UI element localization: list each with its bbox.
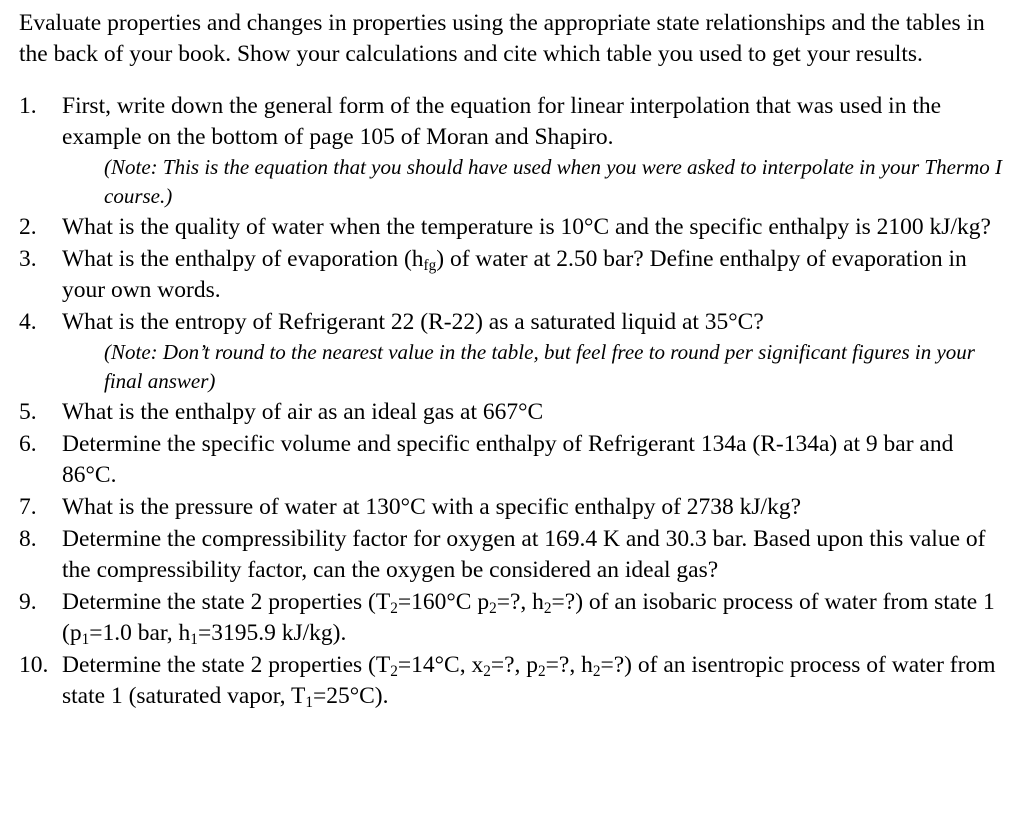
worksheet-page [19, 8, 1009, 713]
text-segment: =?) of an isobaric process of water from state 1 (p [62, 589, 995, 646]
subscript: 2 [489, 599, 497, 617]
subscript: fg [423, 256, 437, 274]
question-10 [19, 650, 1009, 712]
subscript: 2 [483, 662, 491, 680]
text-segment: =25°C). [312, 683, 389, 709]
question-8 [19, 524, 1009, 586]
subscript: 2 [390, 662, 398, 680]
question-2 [19, 212, 1009, 243]
question-5 [19, 397, 1009, 428]
question-7 [19, 492, 1009, 523]
text-segment: =1.0 bar, h [89, 620, 191, 646]
subscript: 2 [543, 599, 552, 617]
question-number: 5. [19, 399, 37, 425]
question-number: 2. [19, 214, 37, 240]
text-segment: =14°C, x [397, 652, 484, 678]
subscript: 2 [538, 662, 546, 680]
question-1 [19, 91, 1009, 211]
question-text: Determine the specific volume and specific enthalpy of Refrigerant 134a (R-134a) at 9 bar and 86°C. [62, 431, 954, 488]
question-text: What is the pressure of water at 130°C with a specific enthalpy of 2738 kJ/kg? [62, 494, 801, 520]
question-number: 1. [19, 93, 37, 119]
text-segment: What is the enthalpy of evaporation (h [62, 246, 424, 272]
text-segment: ) of water at 2.50 bar? Define enthalpy of evaporation in your own words. [62, 246, 967, 303]
question-number: 7. [19, 494, 37, 520]
text-segment: =160°C p [397, 589, 490, 615]
question-6 [19, 429, 1009, 491]
question-text [62, 589, 995, 646]
text-segment: =?, p [490, 652, 539, 678]
question-number: 6. [19, 431, 37, 457]
subscript: 2 [390, 599, 398, 617]
question-text: What is the enthalpy of air as an ideal gas at 667°C [62, 399, 544, 425]
text-segment: =3195.9 kJ/kg). [197, 620, 347, 646]
question-text: Determine the compressibility factor for oxygen at 169.4 K and 30.3 bar. Based upon this value of the compressibility factor, can the oxygen be considered an ideal gas? [62, 526, 986, 583]
subscript: 1 [190, 630, 198, 648]
subscript: 1 [81, 630, 90, 648]
question-number: 4. [19, 309, 37, 335]
question-number: 9. [19, 589, 37, 615]
text-segment: Determine the state 2 properties (T [62, 589, 391, 615]
question-4 [19, 307, 1009, 396]
instructions-paragraph: Evaluate properties and changes in properties using the appropriate state relationships and the tables in the back of your book. Show your calculations and cite which table you used to get your results. [19, 10, 985, 67]
question-text: What is the quality of water when the temperature is 10°C and the specific enthalpy is 2100 kJ/kg? [62, 214, 991, 240]
text-segment: Determine the state 2 properties (T [62, 652, 391, 678]
question-note: (Note: Don’t round to the nearest value in the table, but feel free to round per significant figures in your final answer) [104, 340, 975, 393]
text-segment: =?, h [496, 589, 544, 615]
subscript: 2 [592, 662, 601, 680]
question-text [62, 652, 995, 709]
question-9 [19, 587, 1009, 649]
question-3 [19, 244, 1009, 306]
question-number: 10. [19, 652, 49, 678]
question-note: (Note: This is the equation that you should have used when you were asked to interpolate in your Thermo I course.) [104, 155, 1003, 208]
text-segment: =?, h [545, 652, 593, 678]
question-text: First, write down the general form of the equation for linear interpolation that was used in the example on the bottom of page 105 of Moran and Shapiro. [62, 93, 942, 150]
question-text: What is the entropy of Refrigerant 22 (R-22) as a saturated liquid at 35°C? [62, 309, 764, 335]
question-number: 8. [19, 526, 37, 552]
question-number: 3. [19, 246, 37, 272]
text-segment: =?) of an isentropic process of water from state 1 (saturated vapor, T [62, 652, 996, 709]
question-text [62, 246, 967, 303]
subscript: 1 [305, 693, 313, 711]
question-list [19, 91, 1009, 712]
